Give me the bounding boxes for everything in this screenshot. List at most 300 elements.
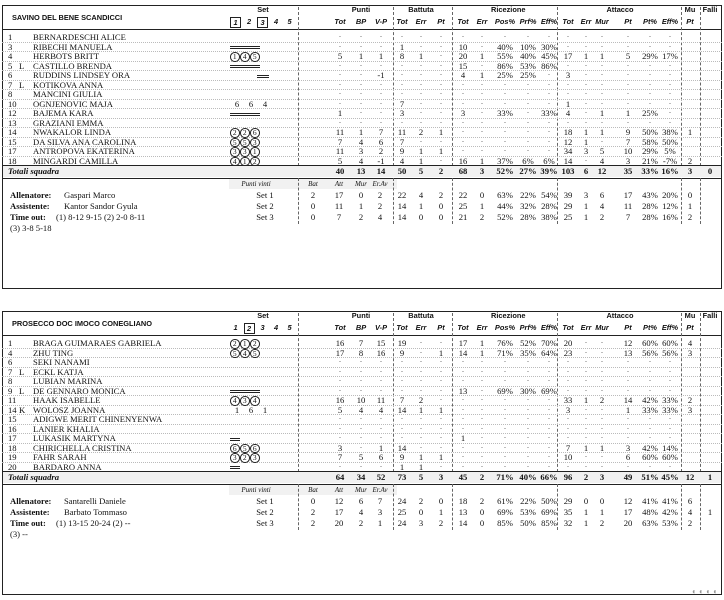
empty-dot: .: [649, 69, 651, 77]
empty-dot: .: [360, 97, 362, 106]
bench-mark: [250, 46, 260, 49]
set-summary-value: 14: [397, 201, 407, 211]
stat-value: 17: [563, 51, 573, 61]
empty-dot: .: [401, 413, 403, 421]
empty-dot: .: [380, 365, 382, 374]
player-role: L: [19, 79, 25, 90]
empty-dot: .: [601, 451, 603, 459]
empty-dot: .: [504, 126, 506, 134]
stat-value: 1: [599, 108, 605, 118]
empty-dot: .: [585, 69, 587, 77]
stat-value: 1: [479, 347, 485, 358]
stat-value: 56%: [642, 347, 658, 358]
player-name: CHIRICHELLA CRISTINA: [33, 442, 132, 453]
set-num-1: 1: [230, 17, 241, 28]
empty-dot: .: [627, 375, 629, 383]
player-name: LUBIAN MARINA: [33, 376, 103, 386]
empty-dot: .: [567, 31, 569, 39]
set-summary-value: 2: [418, 496, 424, 506]
empty-dot: .: [585, 403, 587, 412]
empty-dot: .: [527, 88, 529, 96]
stat-value: 20: [563, 338, 573, 348]
empty-dot: .: [504, 88, 506, 96]
empty-dot: .: [585, 365, 587, 374]
stat-value: 1: [599, 442, 605, 453]
sub-header: Pt: [686, 17, 694, 26]
set-summary-value: 1: [418, 201, 424, 211]
timeout-values: (1) 13-15 20-24 (2) --: [56, 518, 131, 528]
empty-dot: .: [420, 346, 422, 355]
empty-dot: .: [567, 88, 569, 96]
empty-dot: .: [380, 78, 382, 87]
empty-dot: .: [481, 135, 483, 144]
stat-value: 13: [623, 347, 633, 358]
sub-header: Pt: [437, 323, 445, 332]
empty-dot: .: [440, 441, 442, 450]
empty-dot: .: [420, 356, 422, 364]
sub-header: Err: [580, 17, 592, 26]
empty-dot: .: [360, 384, 362, 393]
set-summary-value: 0: [438, 496, 444, 506]
empty-dot: .: [504, 460, 506, 469]
set-summary-value: 12: [623, 496, 633, 506]
empty-dot: .: [440, 107, 442, 115]
battuta-header: Battuta: [408, 311, 434, 320]
empty-dot: .: [481, 107, 483, 115]
set-summary-value: 63%: [497, 190, 513, 200]
player-name: GRAZIANI EMMA: [33, 117, 104, 128]
coach-name: Gaspari Marco: [64, 190, 116, 200]
empty-dot: .: [669, 384, 671, 393]
empty-dot: .: [548, 403, 550, 412]
empty-dot: .: [420, 413, 422, 421]
player-number: 18: [8, 442, 17, 453]
sub-header: BP: [355, 17, 367, 26]
set-summary-value: 22%: [520, 496, 536, 506]
stat-value: 7: [625, 136, 631, 147]
stat-value: 1: [438, 452, 444, 462]
empty-dot: .: [440, 50, 442, 58]
stat-value: 12: [623, 338, 633, 348]
player-set-positions: [230, 348, 260, 358]
set-summary-value: 14: [397, 212, 407, 222]
empty-dot: .: [504, 78, 506, 87]
set-summary-value: 0: [479, 190, 485, 200]
total-value: 40%: [519, 472, 537, 482]
sub-header: Tot: [457, 17, 469, 26]
stat-value: 13: [458, 385, 468, 396]
stat-value: 2: [687, 395, 693, 405]
summary-header: Punti vinti: [241, 180, 271, 188]
player-number: 17: [8, 433, 17, 443]
set-summary-value: 38%: [541, 212, 557, 222]
empty-dot: .: [380, 40, 382, 49]
empty-dot: .: [440, 337, 442, 345]
empty-dot: .: [527, 365, 529, 374]
total-value: 1: [707, 472, 713, 482]
player-name: ECKL KATJA: [33, 366, 84, 377]
starting-position-circle: 4: [230, 396, 240, 406]
stat-value: 4: [565, 108, 571, 118]
empty-dot: .: [527, 432, 529, 440]
sub-header: Eff%: [540, 323, 558, 332]
set-summary-value: 52%: [497, 212, 513, 222]
stat-value: 5%: [664, 146, 676, 156]
coach-label: Allenatore:: [10, 496, 52, 506]
starting-position-circle: 6: [250, 444, 260, 454]
set-summary-value: 17: [623, 190, 633, 200]
empty-dot: .: [548, 88, 550, 96]
stat-value: 1: [599, 51, 605, 61]
stat-value: -7%: [662, 155, 678, 166]
stat-value: 3: [565, 70, 571, 80]
player-number: 15: [8, 136, 17, 147]
set-summary-value: 2: [358, 212, 364, 222]
stat-value: 1: [358, 51, 364, 61]
set-summary-value: 32%: [520, 201, 536, 211]
mu-header: Mu: [684, 311, 696, 320]
empty-dot: .: [649, 422, 651, 431]
player-role: K: [19, 404, 26, 415]
set-summary-value: 69%: [497, 507, 513, 517]
assistant-name: Barbato Tommaso: [64, 507, 127, 517]
empty-dot: .: [360, 88, 362, 96]
player-name: CASTILLO BRENDA: [33, 60, 113, 71]
set-summary-value: 0: [479, 518, 485, 528]
empty-dot: .: [548, 451, 550, 459]
set-summary-value: 17: [334, 507, 344, 517]
empty-dot: .: [669, 40, 671, 49]
set-summary-value: 54%: [541, 190, 557, 200]
empty-dot: .: [481, 384, 483, 393]
empty-dot: .: [401, 59, 403, 68]
stat-value: 14: [397, 404, 407, 415]
sub-header: Pt: [624, 323, 632, 332]
empty-dot: .: [627, 59, 629, 68]
stat-value: 16: [458, 155, 468, 166]
empty-dot: .: [481, 356, 483, 364]
stat-value: 4: [460, 70, 466, 80]
attacco-header: Attacco: [606, 5, 634, 14]
stat-value: 7: [399, 136, 405, 147]
total-value: 5: [418, 166, 424, 176]
player-number: 1: [8, 338, 13, 348]
empty-dot: .: [548, 413, 550, 421]
set-summary-value: 35: [563, 507, 573, 517]
summary-divider: [681, 484, 682, 530]
empty-dot: .: [481, 88, 483, 96]
empty-dot: .: [627, 413, 629, 421]
player-set-positions: [230, 108, 260, 118]
empty-dot: .: [669, 460, 671, 469]
stat-value: 64%: [541, 347, 557, 358]
empty-dot: .: [440, 154, 442, 163]
empty-dot: .: [462, 356, 464, 364]
empty-dot: .: [360, 422, 362, 431]
set-summary-value: 53%: [520, 507, 536, 517]
empty-dot: .: [601, 135, 603, 144]
empty-dot: .: [527, 403, 529, 412]
starting-position-circle: 1: [240, 339, 250, 349]
stat-value: 52%: [520, 338, 536, 348]
empty-dot: .: [527, 451, 529, 459]
set-summary-value: 1: [358, 201, 364, 211]
empty-dot: .: [401, 69, 403, 77]
player-name: ZHU TING: [33, 347, 74, 358]
set-summary-value: 0: [599, 496, 605, 506]
stat-value: 1: [479, 70, 485, 80]
empty-dot: .: [339, 88, 341, 96]
set-position: 6: [234, 98, 240, 109]
empty-dot: .: [567, 116, 569, 125]
set-summary-value: 21: [458, 212, 468, 222]
stat-value: 17: [335, 347, 345, 358]
empty-dot: .: [440, 97, 442, 106]
stat-value: 3: [337, 442, 343, 453]
set-summary-value: 2: [310, 190, 316, 200]
empty-dot: .: [527, 135, 529, 144]
empty-dot: .: [440, 432, 442, 440]
set-summary-value: 22%: [520, 190, 536, 200]
stat-value: 17: [458, 338, 468, 348]
stat-value: 1: [479, 338, 485, 348]
set-summary-value: 2: [310, 507, 316, 517]
summary-divider: [393, 484, 394, 530]
set-summary-value: 28%: [642, 201, 658, 211]
set-summary-value: 7: [377, 496, 383, 506]
empty-dot: .: [649, 97, 651, 106]
stat-value: 50%: [662, 136, 678, 147]
player-name: DA SILVA ANA CAROLINA: [33, 136, 137, 147]
empty-dot: .: [360, 116, 362, 125]
set-summary-value: 24: [397, 496, 407, 506]
empty-dot: .: [567, 432, 569, 440]
stat-value: 15: [458, 60, 468, 71]
empty-dot: .: [627, 432, 629, 440]
empty-dot: .: [420, 59, 422, 68]
stat-value: 29%: [642, 146, 658, 156]
stat-value: 8: [399, 51, 405, 61]
stat-value: 5: [599, 146, 605, 156]
set-num-2: 2: [246, 17, 252, 26]
sub-header: Tot: [396, 323, 408, 332]
empty-dot: .: [567, 422, 569, 431]
player-name: BAJEMA KARA: [33, 108, 94, 118]
player-name: MANCINI GIULIA: [33, 89, 103, 99]
starting-position-circle: 5: [250, 349, 260, 359]
team-name: PROSECCO DOC IMOCO CONEGLIANO: [12, 319, 153, 328]
empty-dot: .: [649, 413, 651, 421]
empty-dot: .: [380, 375, 382, 383]
stat-value: 9: [399, 146, 405, 156]
set-summary-value: 17: [334, 190, 344, 200]
empty-dot: .: [527, 145, 529, 153]
set-summary-value: 3: [418, 518, 424, 528]
player-number: 8: [8, 376, 13, 386]
stat-value: 33: [563, 395, 573, 405]
set-header: Set: [257, 5, 269, 14]
empty-dot: .: [420, 97, 422, 106]
set-summary-label: Set 3: [256, 212, 274, 222]
empty-dot: .: [481, 59, 483, 68]
empty-dot: .: [380, 384, 382, 393]
set-summary-value: 2: [599, 212, 605, 222]
empty-dot: .: [401, 116, 403, 125]
timeout-values: (1) 8-12 9-15 (2) 2-0 8-11: [56, 212, 146, 222]
stat-value: 42%: [642, 395, 658, 405]
empty-dot: .: [420, 135, 422, 144]
empty-dot: .: [481, 116, 483, 125]
starting-position-circle: 3: [250, 453, 260, 463]
summary-divider: [452, 484, 453, 530]
player-number: 18: [8, 155, 17, 166]
empty-dot: .: [380, 97, 382, 106]
set-summary-value: 43%: [642, 190, 658, 200]
player-name: NWAKALOR LINDA: [33, 127, 112, 137]
empty-dot: .: [360, 78, 362, 87]
stat-value: 33%: [662, 404, 678, 415]
empty-dot: .: [440, 384, 442, 393]
empty-dot: .: [481, 451, 483, 459]
stat-value: 1: [438, 404, 444, 415]
stat-value: 1: [418, 146, 424, 156]
stat-value: 1: [583, 442, 589, 453]
empty-dot: .: [567, 460, 569, 469]
empty-dot: .: [462, 78, 464, 87]
empty-dot: .: [462, 365, 464, 374]
empty-dot: .: [649, 384, 651, 393]
empty-dot: .: [601, 403, 603, 412]
total-value: 35: [623, 166, 633, 176]
empty-dot: .: [440, 69, 442, 77]
sub-header: Eff%: [661, 323, 679, 332]
player-number: 5: [8, 60, 13, 71]
summary-header: Bat: [308, 486, 318, 494]
empty-dot: .: [380, 107, 382, 115]
starting-position-circle: 3: [230, 147, 240, 157]
sub-header: Tot: [457, 323, 469, 332]
empty-dot: .: [669, 78, 671, 87]
player-set-positions: [230, 433, 240, 443]
stat-value: 3: [625, 155, 631, 166]
empty-dot: .: [649, 88, 651, 96]
sub-header: Err: [476, 17, 488, 26]
stat-value: 9: [399, 347, 405, 358]
empty-dot: .: [585, 422, 587, 431]
set-summary-value: 4: [377, 212, 383, 222]
empty-dot: .: [380, 422, 382, 431]
empty-dot: .: [585, 107, 587, 115]
set-summary-value: 0: [418, 507, 424, 517]
set-summary-value: 1: [479, 201, 485, 211]
sub-header: Tot: [562, 17, 574, 26]
sub-header: Prf%: [519, 17, 537, 26]
stat-value: 40%: [497, 41, 513, 52]
summary-divider: [298, 484, 299, 530]
empty-dot: .: [504, 413, 506, 421]
set-summary-value: 4: [358, 507, 364, 517]
total-value: 66%: [540, 472, 558, 482]
set-summary-value: 1: [583, 507, 589, 517]
empty-dot: .: [420, 441, 422, 450]
set-summary-value: 61%: [497, 496, 513, 506]
stat-value: 42%: [642, 442, 658, 453]
empty-dot: .: [380, 432, 382, 440]
sub-header: Pos%: [494, 323, 516, 332]
set-summary-value: 0: [310, 212, 316, 222]
empty-dot: .: [380, 59, 382, 68]
empty-dot: .: [627, 460, 629, 469]
stat-value: 1: [399, 41, 405, 52]
stat-value: 14: [458, 347, 468, 358]
set-num-4: 4: [273, 17, 279, 26]
stat-value: 69%: [497, 385, 513, 396]
empty-dot: .: [601, 375, 603, 383]
stat-value: 1: [418, 461, 424, 472]
set-summary-value: 29: [563, 496, 573, 506]
set-summary-value: 50%: [541, 496, 557, 506]
ricezione-header: Ricezione: [491, 5, 526, 14]
empty-dot: .: [548, 145, 550, 153]
set-summary-value: 20: [334, 518, 344, 528]
empty-dot: .: [585, 346, 587, 355]
empty-dot: .: [601, 413, 603, 421]
empty-dot: .: [360, 441, 362, 450]
set-summary-value: 44%: [497, 201, 513, 211]
empty-dot: .: [627, 97, 629, 106]
player-set-positions: [230, 137, 260, 147]
sub-header: Err: [580, 323, 592, 332]
set-num-4: 4: [273, 323, 279, 332]
empty-dot: .: [527, 375, 529, 383]
col-divider: [298, 7, 299, 176]
stat-value: 1: [625, 404, 631, 415]
empty-dot: .: [504, 441, 506, 450]
empty-dot: .: [481, 441, 483, 450]
starting-position-circle: 2: [240, 453, 250, 463]
empty-dot: .: [401, 78, 403, 87]
sub-header: Pt: [437, 17, 445, 26]
stat-value: 1: [378, 442, 384, 453]
set-summary-value: 0: [310, 496, 316, 506]
empty-dot: .: [481, 460, 483, 469]
stat-value: 71%: [497, 347, 513, 358]
stat-value: 3: [358, 146, 364, 156]
empty-dot: .: [504, 394, 506, 402]
set-summary-value: 1: [583, 201, 589, 211]
empty-dot: .: [649, 432, 651, 440]
set-summary-value: 3: [377, 507, 383, 517]
stat-value: 33%: [497, 108, 513, 118]
empty-dot: .: [567, 59, 569, 68]
empty-dot: .: [627, 78, 629, 87]
empty-dot: .: [339, 413, 341, 421]
player-name: KOTIKOVA ANNA: [33, 79, 104, 90]
empty-dot: .: [627, 40, 629, 49]
bench-mark: [240, 65, 250, 68]
empty-dot: .: [440, 135, 442, 144]
sub-header: Pt%: [643, 17, 657, 26]
set-summary-value: 1: [707, 507, 713, 517]
total-value: 5: [418, 472, 424, 482]
stat-value: 4: [358, 155, 364, 166]
empty-dot: .: [627, 31, 629, 39]
set-summary-label: Set 1: [256, 496, 274, 506]
attacco-header: Attacco: [606, 311, 634, 320]
player-name: SEKI NANAMI: [33, 357, 90, 367]
stat-value: 6: [625, 452, 631, 462]
empty-dot: .: [440, 422, 442, 431]
